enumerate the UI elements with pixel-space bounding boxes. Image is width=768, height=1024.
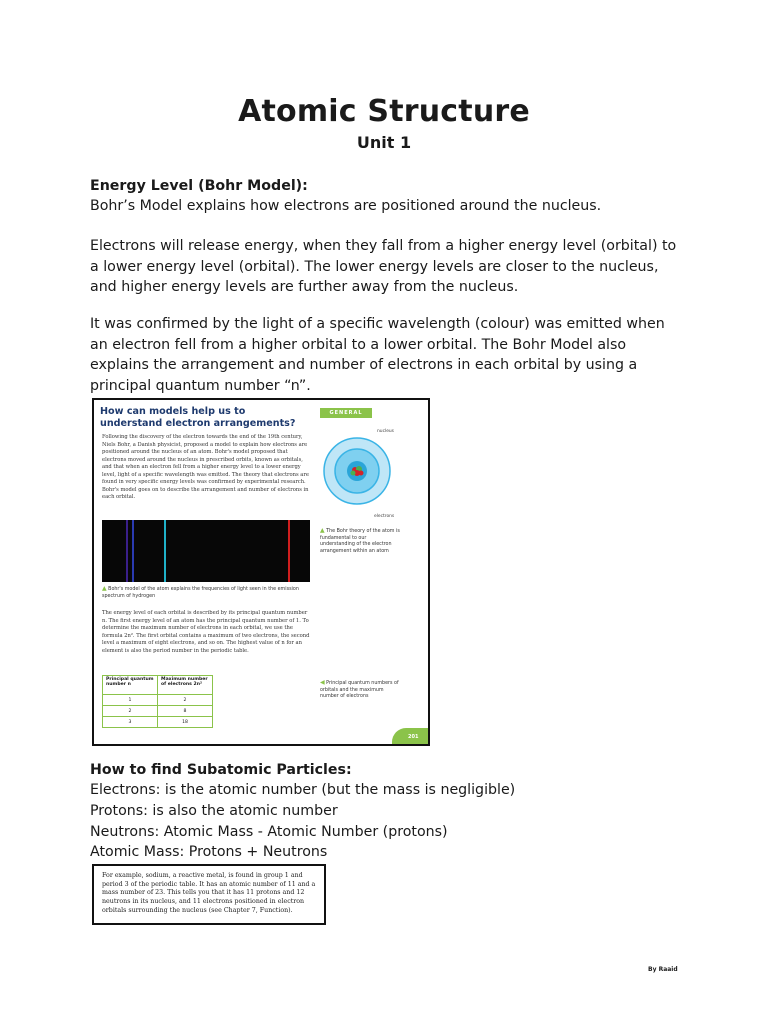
subatomic-item: Neutrons: Atomic Mass - Atomic Number (protons) [90,824,448,840]
subatomic-heading: How to find Subatomic Particles: [90,762,352,778]
triangle-left-icon: ◀ [320,679,325,686]
table-row: 3 18 [103,717,213,728]
energy-heading: Energy Level (Bohr Model): [90,178,308,194]
subatomic-item: Atomic Mass: Protons + Neutrons [90,844,328,860]
table-caption: Principal quantum numbers of orbitals and the maximum number of electrons [320,681,399,699]
spectrum-caption: Bohr's model of the atom explains the frequencies of light seen in the emission spectrum of hydrogen [102,587,299,599]
table-caption-row [320,680,400,701]
spectrum-caption-row [102,586,312,600]
energy-paragraph-2: It was confirmed by the light of a specific wavelength (colour) was emitted when an electron fell from a higher orbital to a lower orbital. The Bohr Model also explains the arrangement and number of electrons in each orbital by using a principal quantum number “n”. [90,316,665,394]
author-credit: By Raaid [648,966,678,973]
table-row: 1 2 [103,695,213,706]
general-tag: GENERAL [320,408,372,418]
emission-spectrum [102,520,310,582]
sodium-example-box: For example, sodium, a reactive metal, is found in group 1 and period 3 of the periodic table. It has an atomic number of 11 and a mass number of 23. This tells you that it has 11 protons and 12 neutrons in its nucleus, and 11 electrons positioned in electron orbitals surrounding the nucleus (see Chapter 7, Function). [92,864,326,925]
energy-intro: Bohr’s Model explains how electrons are positioned around the nucleus. [90,198,602,214]
spectrum-line-cyan [164,520,166,582]
atom-caption-row [320,528,402,555]
figure-paragraph-2: The energy level of each orbital is described by its principal quantum number n. The first energy level of an atom has the principal quantum number of 1. To determine the maximum number of electrons in each orbital, we use the formula 2n². The first orbital contains a maximum of two electrons, the second level a maximum of eight electrons, and so on. The highest value of n for an element is also the period number in the periodic table. [102,610,310,654]
proton [359,471,364,476]
figure-paragraph-1: Following the discovery of the electron towards the end of the 19th century, Niels Bohr, a Danish physicist, proposed a model to explain how electrons are positioned around the nucleus of an atom. Bohr's model proposed that electrons moved around the nucleus in prescribed orbits, known as orbitals, and that when an electron fell from a higher energy level to a lower energy level, light of a specific wavelength was emitted. The theory that electrons are found in very specific energy levels was confirmed by experimental research. Bohr's model goes on to describe the arrangement and number of electrons in each orbital. [102,434,309,500]
spectrum-line-red [288,520,290,582]
figure-title: How can models help us to understand electron arrangements? [100,406,296,429]
triangle-icon: ▲ [320,527,325,534]
nucleus-label: nucleus [377,429,394,434]
page-subtitle: Unit 1 [356,133,412,152]
triangle-icon: ▲ [102,585,107,592]
spectrum-line-violet [126,520,128,582]
table-header: Maximum number of electrons 2n² [158,676,213,695]
textbook-figure [92,398,430,746]
neutron [351,471,356,476]
atom-caption: The Bohr theory of the atom is fundamental to our understanding of the electron arrangement within an atom [320,529,400,554]
table-header: Principal quantum number n [103,676,158,695]
subatomic-item: Protons: is also the atomic number [90,803,338,819]
bohr-atom-diagram [322,436,392,506]
subatomic-item: Electrons: is the atomic number (but the mass is negligible) [90,782,516,798]
table-row: 2 8 [103,706,213,717]
electrons-label: electrons [374,514,395,519]
page-title: Atomic Structure [238,94,530,129]
figure-page-number: 201 [392,728,430,746]
quantum-table [102,675,213,728]
spectrum-line-blue [132,520,134,582]
energy-paragraph-1: Electrons will release energy, when they fall from a higher energy level (orbital) to a lower energy level (orbital). The lower energy levels are closer to the nucleus, and higher energy levels are further away from the nucleus. [90,238,677,295]
